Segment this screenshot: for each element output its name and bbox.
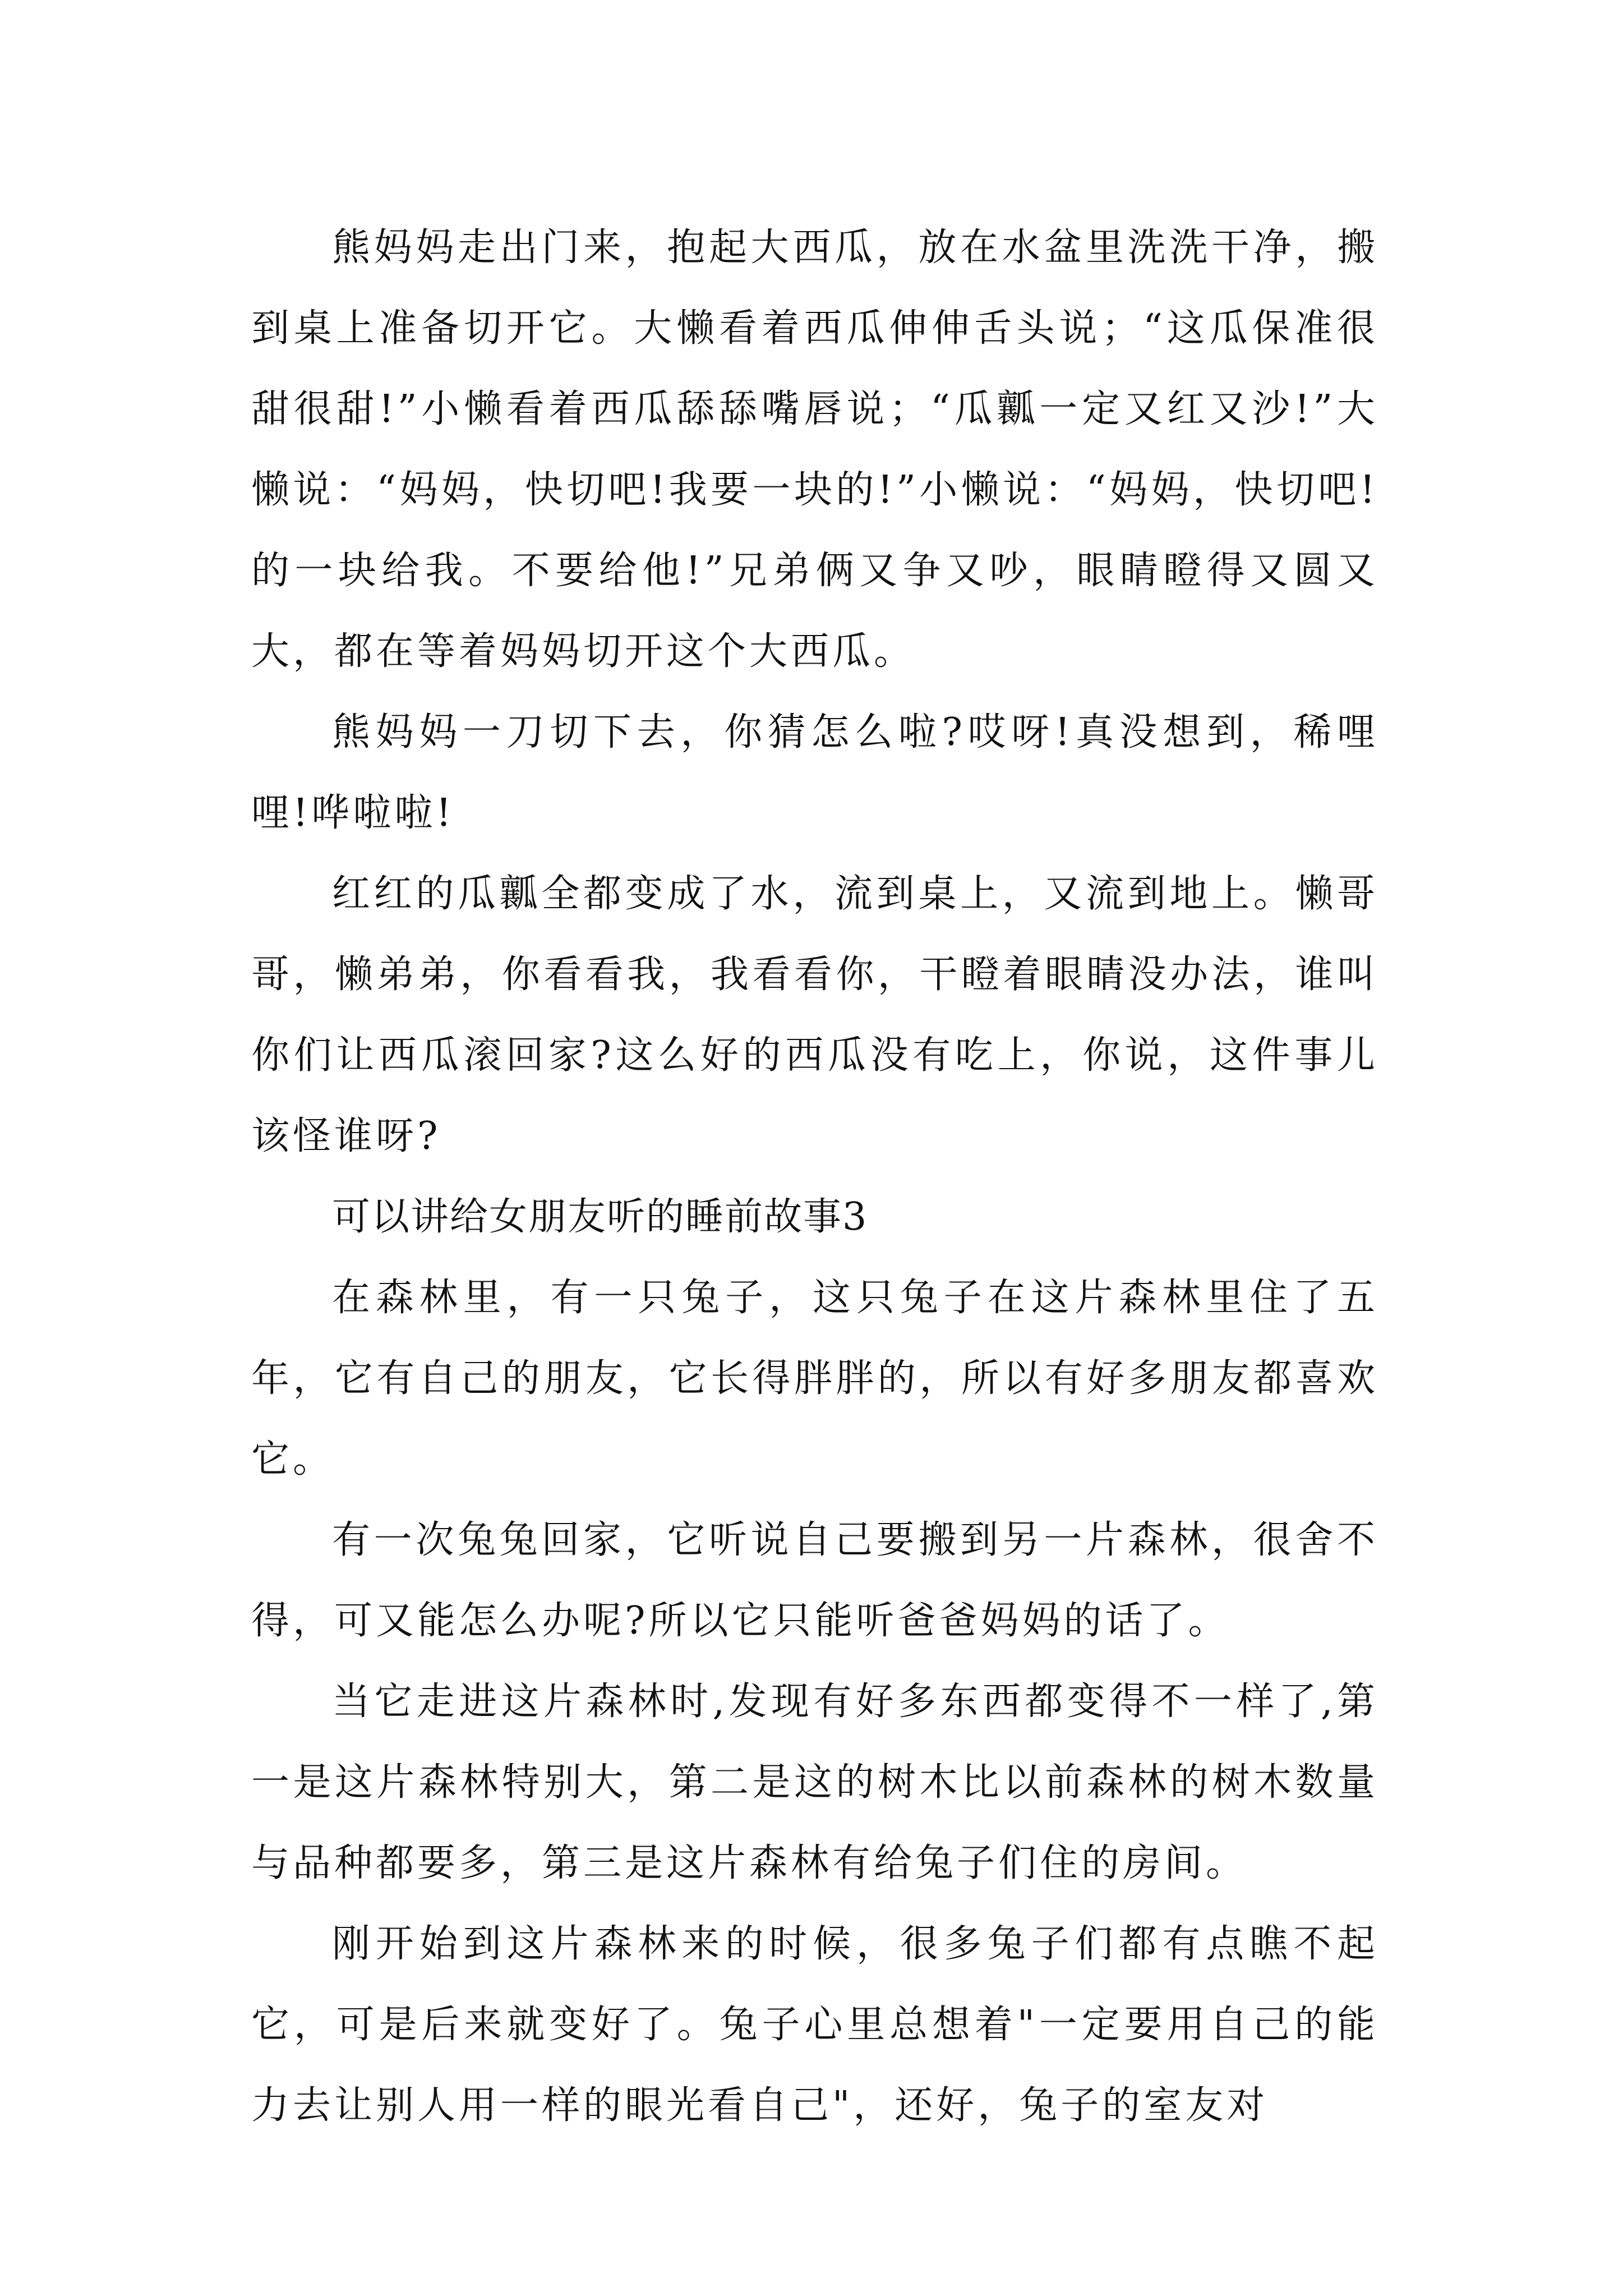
section-title: 可以讲给女朋友听的睡前故事3: [332, 1195, 868, 1239]
paragraph-melon-ending: 红红的瓜瓤全都变成了水，流到桌上，又流到地上。懒哥哥，懒弟弟，你看看我，我看看你，干瞪着眼睛没办法，谁叫你们让西瓜滚回家?这么好的西瓜没有吃上，你说，这件事儿该怪谁呀?: [251, 872, 1378, 1158]
paragraph-melon-splash: 熊妈妈一刀切下去，你猜怎么啦?哎呀!真没想到，稀哩哩!哗啦啦!: [251, 710, 1378, 835]
paragraph-rabbit-moving: 有一次兔兔回家，它听说自己要搬到另一片森林，很舍不得，可又能怎么办呢?所以它只能听爸爸妈妈的话了。: [251, 1518, 1378, 1643]
paragraph-rabbit-roommate: 刚开始到这片森林来的时候，很多兔子们都有点瞧不起它，可是后来就变好了。兔子心里总想着"一定要用自己的能力去让别人用一样的眼光看自己"，还好，兔子的室友对: [251, 1922, 1378, 2128]
paragraph-rabbit-intro: 在森林里，有一只兔子，这只兔子在这片森林里住了五年，它有自己的朋友，它长得胖胖的，所以有好多朋友都喜欢它。: [251, 1276, 1378, 1481]
paragraph-melon-cutting: 熊妈妈走出门来，抱起大西瓜，放在水盆里洗洗干净，搬到桌上准备切开它。大懒看着西瓜伸伸舌头说；“这瓜保准很甜很甜!”小懒看着西瓜舔舔嘴唇说；“瓜瓤一定又红又沙!”大懒说：“妈妈，快切吧!我要一块的!”小懒说：“妈妈，快切吧!的一块给我。不要给他!”兄弟俩又争又吵，眼睛瞪得又圆又大，都在等着妈妈切开这个大西瓜。: [251, 226, 1378, 674]
paragraph-new-forest: 当它走进这片森林时,发现有好多东西都变得不一样了,第一是这片森林特别大，第二是这的树木比以前森林的树木数量与品种都要多，第三是这片森林有给兔子们住的房间。: [251, 1680, 1378, 1885]
document-body: [251, 208, 1378, 2146]
